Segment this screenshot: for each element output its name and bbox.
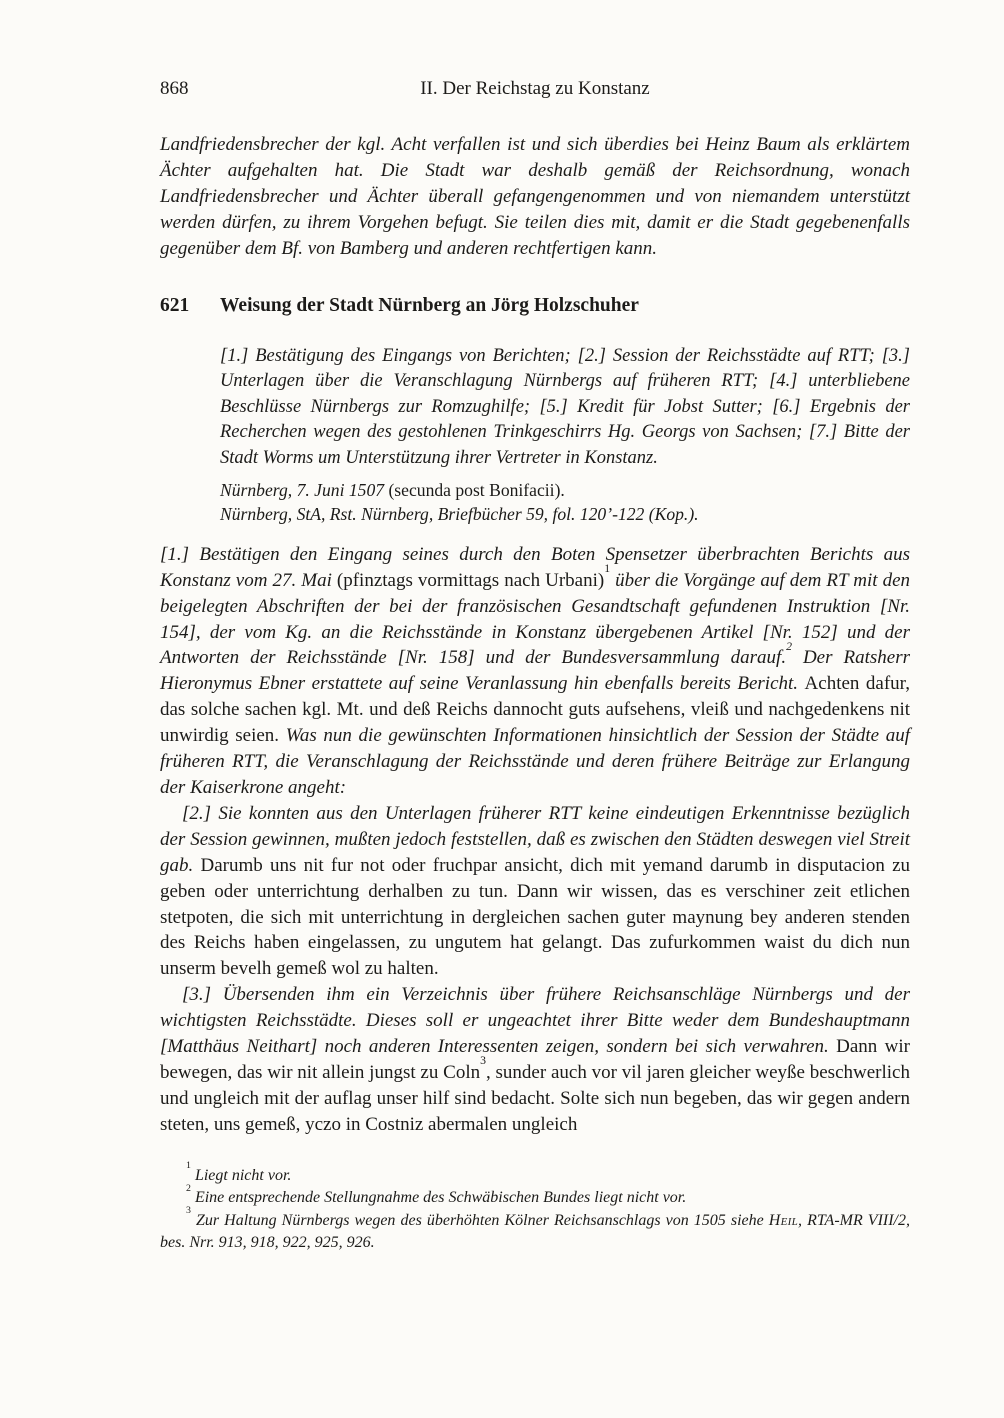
footnote-text: , RTA-MR VIII/2, bes. Nrr. 913, 918, 922, 925, 926. bbox=[160, 1211, 911, 1252]
text-segment: Der Ratsherr Hieronymus Ebner erstattete auf seine Veranlassung hin ebenfalls bereits Bericht. bbox=[160, 647, 910, 695]
footnote-1 bbox=[160, 1159, 910, 1188]
footnote-ref-3: 3 bbox=[480, 1054, 486, 1068]
footnote-3 bbox=[160, 1205, 911, 1255]
dateline-latin-date: (secunda post Bonifacii). bbox=[384, 480, 565, 501]
text-segment: Achten dafur, das solche sachen kgl. Mt. und deß Reichs dannocht guts aufsehens, vleiß und nachgedenkens nit unwirdig seien. bbox=[160, 673, 910, 747]
text-segment: [3.] Übersenden ihm ein Verzeichnis über frühere Reichsanschläge Nürnbergs und der wichtigsten Reichsstädte. Dieses soll er ungeachtet ihrer Bitte weder dem Bundeshauptmann [Matthäus Neithart] noch anderen Interessenten zeigen, sondern bei sich verwahren. bbox=[160, 984, 910, 1058]
paragraph-3 bbox=[160, 982, 910, 1137]
footnote-text: Zur Haltung Nürnbergs wegen des überhöhten Kölner Reichsanschlags von 1505 siehe bbox=[196, 1211, 769, 1229]
entry-summary: [1.] Bestätigung des Eingangs von Berichten; [2.] Session der Reichsstädte auf RTT; [3.] Unterlagen über die Veranschlagung Nürnbergs auf früheren RTT; [4.] unterbliebene Beschlüsse Nürnbergs zur Romzughilfe; [5.] Kredit für Jobst Sutter; [6.] Ergebnis der Recherchen wegen des gestohlenen Trinkgeschirrs Hg. Georgs von Sachsen; [7.] Bitte der Stadt Worms um Unterstützung ihrer Vertreter in Konstanz. bbox=[220, 346, 910, 468]
dateline-place-date: Nürnberg, 7. Juni 1507 bbox=[220, 480, 385, 501]
footnote-2 bbox=[160, 1182, 910, 1210]
entry-number: 621 bbox=[160, 295, 190, 316]
footnote-author-smallcaps: Heil bbox=[768, 1211, 799, 1229]
text-segment: , sunder auch vor vil jaren gleicher weyße beschwerlich und ungleich mit der auflag unser hilf sind bedacht. Solte sich nun begeben, das wir gegen andern steten, uns gemeß, yczo in Costniz abermalen ungleich bbox=[160, 1061, 910, 1135]
paragraph-1 bbox=[160, 542, 910, 801]
footnotes-block bbox=[160, 1159, 911, 1255]
footnote-number: 3 bbox=[186, 1205, 191, 1217]
footnote-text: Eine entsprechende Stellungnahme des Schwäbischen Bundes liegt nicht vor. bbox=[194, 1189, 687, 1207]
archival-source: Nürnberg, StA, Rst. Nürnberg, Briefbücher 59, fol. 120’-122 (Kop.). bbox=[220, 504, 699, 525]
text-segment: Dann wir bewegen, das wir nit allein jungst zu Coln bbox=[160, 1036, 910, 1083]
footnote-number: 1 bbox=[186, 1159, 191, 1171]
running-header: II. Der Reichstag zu Konstanz bbox=[420, 78, 650, 99]
source-line bbox=[220, 502, 910, 526]
page-header bbox=[160, 76, 910, 102]
text-segment: (pfinztags vormittags nach Urbani) bbox=[336, 569, 605, 591]
text-segment: Was nun die gewünschten Informationen hinsichtlich der Session der Städte auf früheren RTT, die Veranschlagung der Reichsstände und deren frühere Beiträge zur Erlangung der Kaiserkrone angeht: bbox=[160, 725, 910, 798]
text-segment: über die Vorgänge auf dem RT mit den beigelegten Abschriften der bei der französischen Gesandtschaft gefundenen Instruktion [Nr. 154], der vom Kg. an die Reichsstände in Konstanz übergebenen Artikel [Nr. 152] und der Antworten der Reichsstände [Nr. 158] und der Bundesversammlung darauf. bbox=[160, 569, 911, 669]
continuation-paragraph: Landfriedensbrecher der kgl. Acht verfallen ist und sich überdies bei Heinz Baum als erklärtem Ächter aufgehalten hat. Die Stadt war deshalb gemäß der Reichsordnung, wonach Landfriedensbrecher und Ächter überall gefangengenommen und von niemandem unterstützt werden dürfen, zu ihrem Vorgehen befugt. Sie teilen dies mit, damit er die Stadt gegebenenfalls gegenüber dem Bf. von Bamberg und anderen rechtfertigen kann. bbox=[160, 134, 910, 259]
text-segment: [1.] Bestätigen den Eingang seines durch den Boten Spensetzer überbrachten Berichts aus Konstanz vom 27. Mai bbox=[160, 543, 910, 591]
dateline bbox=[220, 478, 910, 502]
entry-title: Weisung der Stadt Nürnberg an Jörg Holzschuher bbox=[220, 295, 639, 316]
footnote-number: 2 bbox=[186, 1182, 191, 1194]
footnote-ref-1: 1 bbox=[604, 561, 611, 575]
page-number: 868 bbox=[160, 78, 189, 99]
footnote-ref-2: 2 bbox=[786, 639, 792, 653]
paragraph-2 bbox=[160, 801, 910, 982]
text-segment: [2.] Sie konnten aus den Unterlagen früherer RTT keine eindeutigen Erkenntnisse bezüglich der Session gewinnen, mußten jedoch feststellen, daß es zwischen den Städten deswegen viel Streit gab. bbox=[160, 802, 910, 876]
entry-heading bbox=[160, 293, 910, 319]
text-segment: Darumb uns nit fur not oder fruchpar ansicht, dich mit yemand darumb in disputacion zu geben oder unterrichtung derhalben zu tun. Dann wir wissen, das es verschiner zeit etlichen stetpoten, die sich mit unterrichtung in dergleichen sachen guter maynung bey anderen stenden des Reichs haben eingelassen, zu ungutem hat gelangt. Das zufurkommen waist du dich nun unserm bevelh gemeß wol zu halten. bbox=[160, 854, 910, 980]
footnote-text: Liegt nicht vor. bbox=[194, 1166, 292, 1184]
